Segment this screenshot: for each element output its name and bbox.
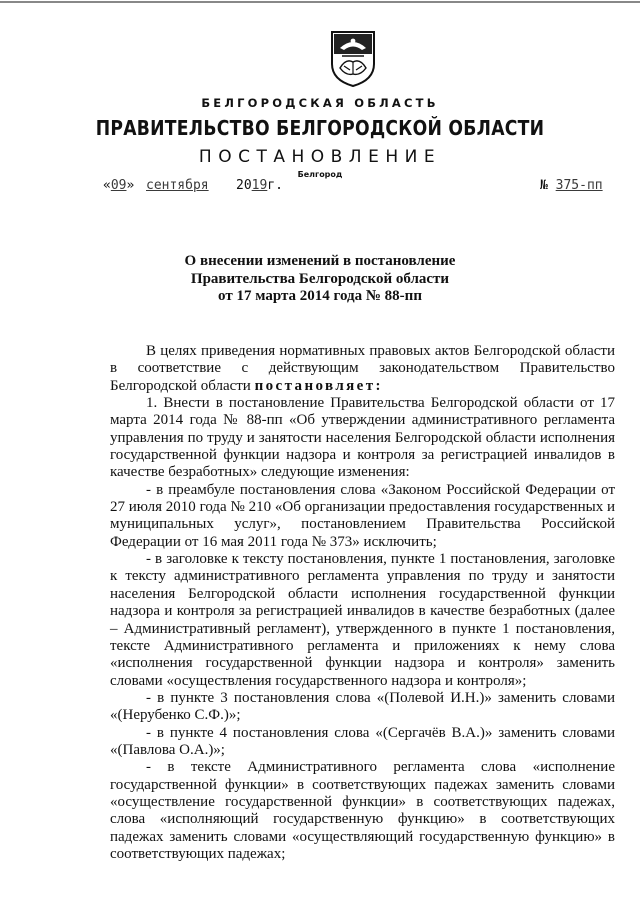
change-5-paragraph: - в тексте Административного регламента слова «исполнение государственной функции» в соответствующих падежах заменить словами «осуществление государственной функции» в соответствующих падежах, слова «исполняющий государственную функцию» в соответствующих падежах заменить словами «осуществляющий государственную функцию» в соответствующих падежах;: [110, 759, 615, 862]
date-day-value: 09: [110, 178, 127, 193]
region-name: БЕЛГОРОДСКАЯ ОБЛАСТЬ: [201, 96, 439, 110]
date-month: [146, 178, 209, 193]
date-year: [236, 178, 283, 193]
change-2-paragraph: - в заголовке к тексту постановления, пункте 1 постановления, заголовке к тексту административного регламента управления по труду и занятости населения Белгородской области исполнения государственной функции надзора и контроля за регистрацией инвалидов в качестве безработных (далее – Административный регламент), утвержденного в пункте 1 постановления, тексте Административного регламента и приложениях к нему слова «исполнения государственной функции надзора и контроля» заменить словами «осуществления государственного надзора и контроля»;: [110, 551, 615, 689]
top-edge-line: [0, 1, 640, 3]
decree-word: постановляет:: [254, 377, 383, 394]
document-body: [110, 343, 615, 863]
intro-paragraph: [110, 343, 615, 395]
change-1-paragraph: - в преамбуле постановления слова «Законом Российской Федерации от 27 июля 2010 года № 210 «Об организации предоставления государственных и муниципальных услуг», постановлением Правительства Российской Федерации от 16 мая 2011 года № 373» исключить;: [110, 481, 615, 550]
item-1-paragraph: 1. Внести в постановление Правительства Белгородской области от 17 марта 2014 года № 88-пп «Об утверждении административного регламента управления по труду и занятости населения Белгородской области исполнения государственной функции надзора и контроля за регистрацией инвалидов в качестве безработных» следующие изменения:: [110, 395, 615, 481]
title-line-2: Правительства Белгородской области: [190, 270, 450, 287]
date-year-suffix: 19: [251, 178, 268, 193]
number-label: №: [540, 178, 548, 193]
document-type: ПОСТАНОВЛЕНИЕ: [198, 147, 442, 167]
date-month-value: сентября: [146, 178, 209, 193]
document-number: [540, 178, 603, 193]
document-title: [0, 253, 640, 306]
date-year-unit: г.: [267, 178, 283, 193]
city-name: Белгород: [297, 170, 343, 179]
date-day: «09»: [103, 178, 135, 193]
belgorod-coat-of-arms-icon: [330, 30, 376, 88]
government-name: ПРАВИТЕЛЬСТВО БЕЛГОРОДСКОЙ ОБЛАСТИ: [95, 116, 545, 140]
title-line-3: от 17 марта 2014 года № 88-пп: [218, 288, 422, 304]
intro-text: В целях приведения нормативных правовых актов Белгородской области в соответствие с действующим законодательством Правительство Белгородской области: [110, 343, 615, 394]
change-3-paragraph: - в пункте 3 постановления слова «(Полевой И.Н.)» заменить словами «(Нерубенко С.Ф.)»;: [110, 689, 615, 724]
title-line-1: О внесении изменений в постановление: [184, 253, 456, 269]
change-4-paragraph: - в пункте 4 постановления слова «(Сергачёв В.А.)» заменить словами «(Павлова О.А.)»;: [110, 724, 615, 758]
date-year-prefix: 20: [236, 178, 252, 193]
number-value: 375-пп: [555, 178, 603, 193]
